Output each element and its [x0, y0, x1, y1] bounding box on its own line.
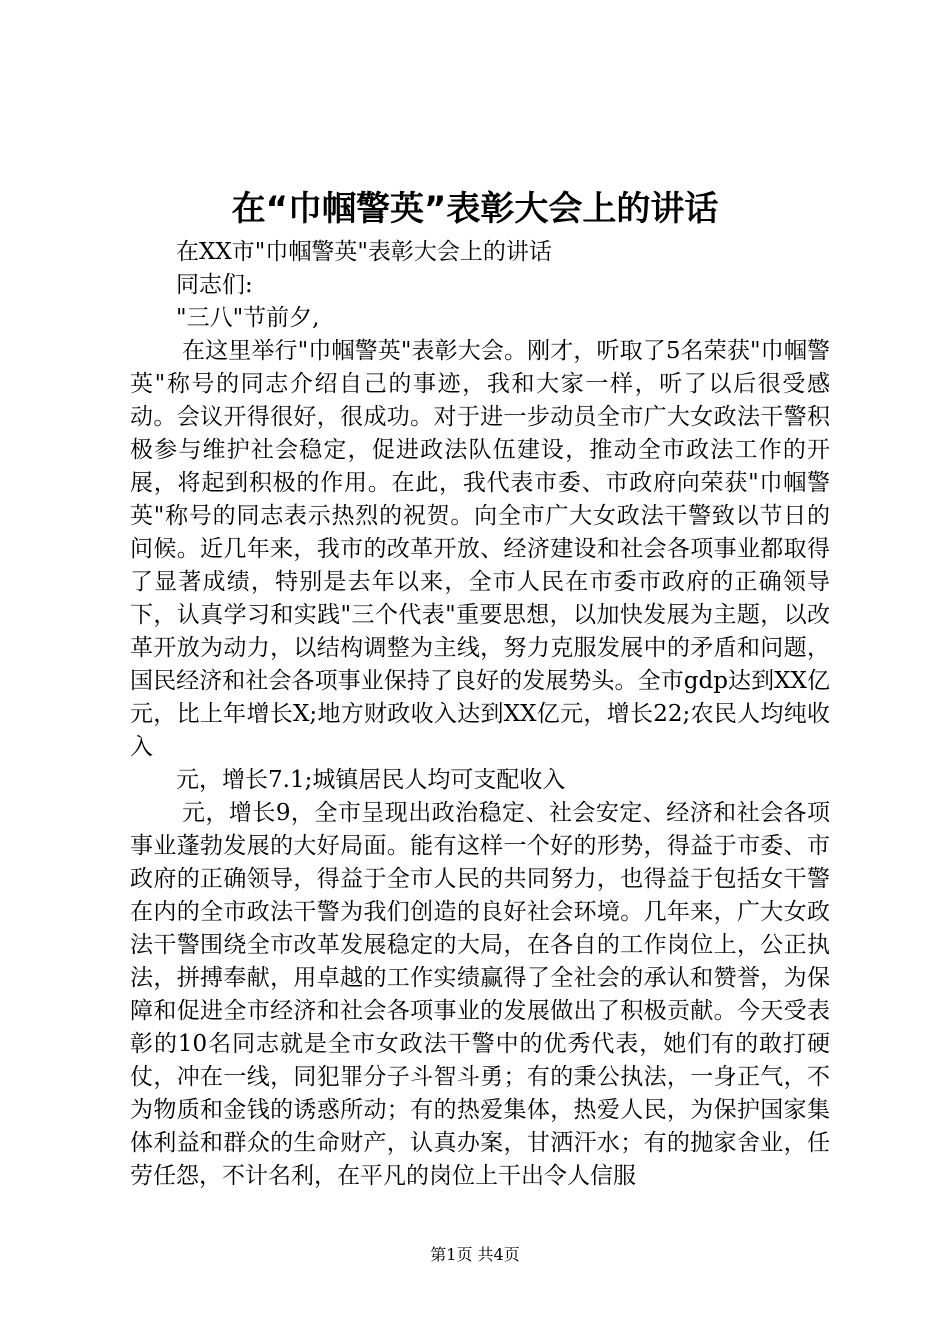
paragraph-body-3: 元，增长9，全市呈现出政治稳定、社会安定、经济和社会各项事业蓬勃发展的大好局面。能有这样一个好的形势，得益于市委、市政府的正确领导，得益于全市人民的共同努力，也得益于包括女干警在内的全市政法干警为我们创造的良好社会环境。几年来，广大女政法干警围绕全市改革发展稳定的大局，在各自的工作岗位上，公正执法，拼搏奉献，用卓越的工作实绩赢得了全社会的承认和赞誉，为保障和促进全市经济和社会各项事业的发展做出了积极贡献。今天受表彰的10名同志就是全市女政法干警中的优秀代表，她们有的敢打硬仗，冲在一线，同犯罪分子斗智斗勇；有的秉公执法，一身正气，不为物质和金钱的诱惑所动；有的热爱集体，热爱人民，为保护国家集体利益和群众的生命财产，认真办案，甘洒汗水；有的抛家舍业，任劳任怨，不计名利，在平凡的岗位上干出令人信服 — [130, 800, 830, 1189]
paragraph-body-1: 在这里举行"巾帼警英"表彰大会。刚才，听取了5名荣获"巾帼警英"称号的同志介绍自己的事迹，我和大家一样，听了以后很受感动。会议开得很好，很成功。对于进一步动员全市广大女政法干警积极参与维护社会稳定，促进政法队伍建设，推动全市政法工作的开展，将起到积极的作用。在此，我代表市委、市政府向荣获"巾帼警英"称号的同志表示热烈的祝贺。向全市广大女政法干警致以节日的问候。近几年来，我市的改革开放、经济建设和社会各项事业都取得了显著成绩，特别是去年以来，全市人民在市委市政府的正确领导下，认真学习和实践"三个代表"重要思想，以加快发展为主题，以改革开放为动力，以结构调整为主线，努力克服发展中的矛盾和问题，国民经济和社会各项事业保持了良好的发展势头。全市gdp达到XX亿元，比上年增长X;地方财政收入达到XX亿元，增长22;农民人均纯收入 — [130, 338, 830, 760]
paragraph-subtitle: 在XX市"巾帼警英"表彰大会上的讲话 — [176, 239, 552, 265]
paragraph-opening: "三八"节前夕, — [176, 305, 320, 331]
document-title: 在“巾帼警英”表彰大会上的讲话 — [231, 189, 719, 229]
page-footer: 第1页 共4页 — [430, 1245, 520, 1264]
paragraph-body-2: 元，增长7.1;城镇居民人均可支配收入 — [176, 767, 566, 793]
document-body — [130, 236, 830, 1193]
paragraph-salutation: 同志们: — [176, 272, 253, 298]
